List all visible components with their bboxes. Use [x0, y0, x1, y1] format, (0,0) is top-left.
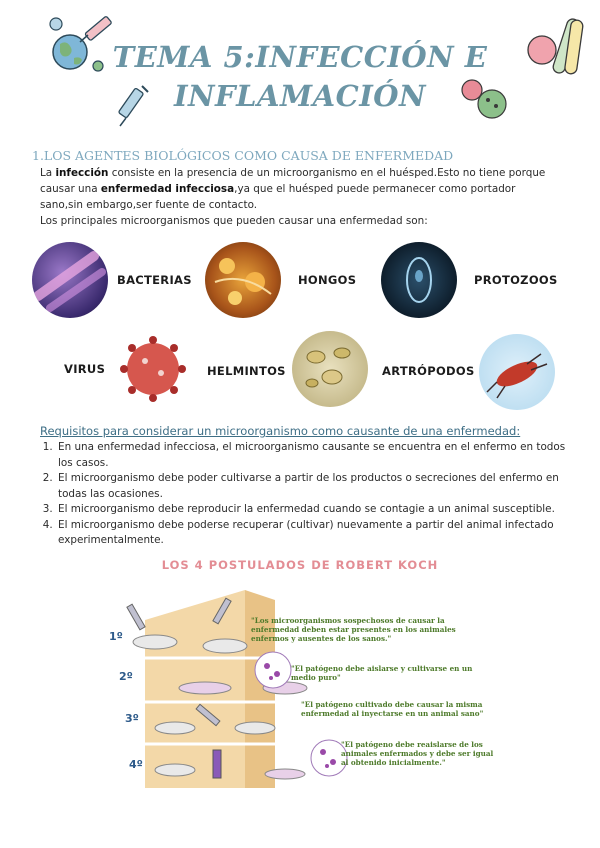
label-bacterias: BACTERIAS	[117, 273, 192, 287]
list-item: 4. El microorganismo debe poderse recuperar (cultivar) nuevamente a partir del animal infectado experimentalmente.	[56, 518, 576, 549]
section-heading: 1.LOS AGENTES BIOLÓGICOS COMO CAUSA DE ENFERMEDAD	[32, 148, 454, 163]
postulate-1-quote: "Los microorganismos sospechosos de causar la enfermedad deben estar presentes en los animales enfermos y ausentes de los sanos."	[251, 616, 456, 643]
intro-paragraph: La infección consiste en la presencia de un microorganismo en el huésped.Esto no tiene porque causar una enfermedad infecciosa,ya que el huésped puede permanecer como portador sano,sin embargo,ser fuente de contacto.	[40, 167, 546, 211]
koch-postulates-figure	[105, 590, 495, 788]
organisms-intro: Los principales microorganismos que pueden causar una enfermedad son:	[40, 215, 428, 227]
label-virus: VIRUS	[64, 362, 106, 376]
label-protozoos: PROTOZOOS	[474, 273, 558, 287]
koch-title: LOS 4 POSTULADOS DE ROBERT KOCH	[161, 558, 439, 572]
step-4-label: 4º	[129, 758, 143, 771]
requirements-list	[40, 440, 576, 549]
step-2-label: 2º	[119, 670, 133, 683]
helminth-eggs-image	[292, 331, 368, 407]
step-3-label: 3º	[125, 712, 139, 725]
postulate-2-quote: "El patógeno debe aislarse y cultivarse en un medio puro"	[291, 664, 473, 682]
requirements-heading: Requisitos para considerar un microorganismo como causante de una enfermedad:	[40, 424, 521, 438]
bacteria-image	[32, 242, 108, 318]
list-item: 3. El microorganismo debe reproducir la enfermedad cuando se contagie a un animal susceptible.	[56, 502, 576, 518]
page-title-line2: INFLAMACIÓN	[173, 79, 427, 113]
postulate-3-quote: "El patógeno cultivado debe causar la misma enfermedad al inyectarse en un animal sano"	[301, 700, 484, 718]
list-item: 1. En una enfermedad infecciosa, el microorganismo causante se encuentra en el enfermo en todos los casos.	[56, 440, 576, 471]
list-item: 2. El microorganismo debe poder cultivarse a partir de los productos o secreciones del enfermo en todas las ocasiones.	[56, 471, 576, 502]
label-helmintos: HELMINTOS	[207, 364, 286, 378]
virus-image	[115, 331, 191, 407]
protozoa-image	[381, 242, 457, 318]
page-title-line1: TEMA 5:INFECCIÓN E	[112, 40, 488, 74]
fungi-image	[205, 242, 281, 318]
label-artropodos: ARTRÓPODOS	[382, 364, 475, 378]
step-1-label: 1º	[109, 630, 123, 643]
postulate-4-quote: "El patógeno debe reaislarse de los animales enfermados y debe ser igual al obtenido inicialmente."	[341, 740, 494, 767]
label-hongos: HONGOS	[298, 273, 357, 287]
arthropod-image	[479, 334, 555, 410]
